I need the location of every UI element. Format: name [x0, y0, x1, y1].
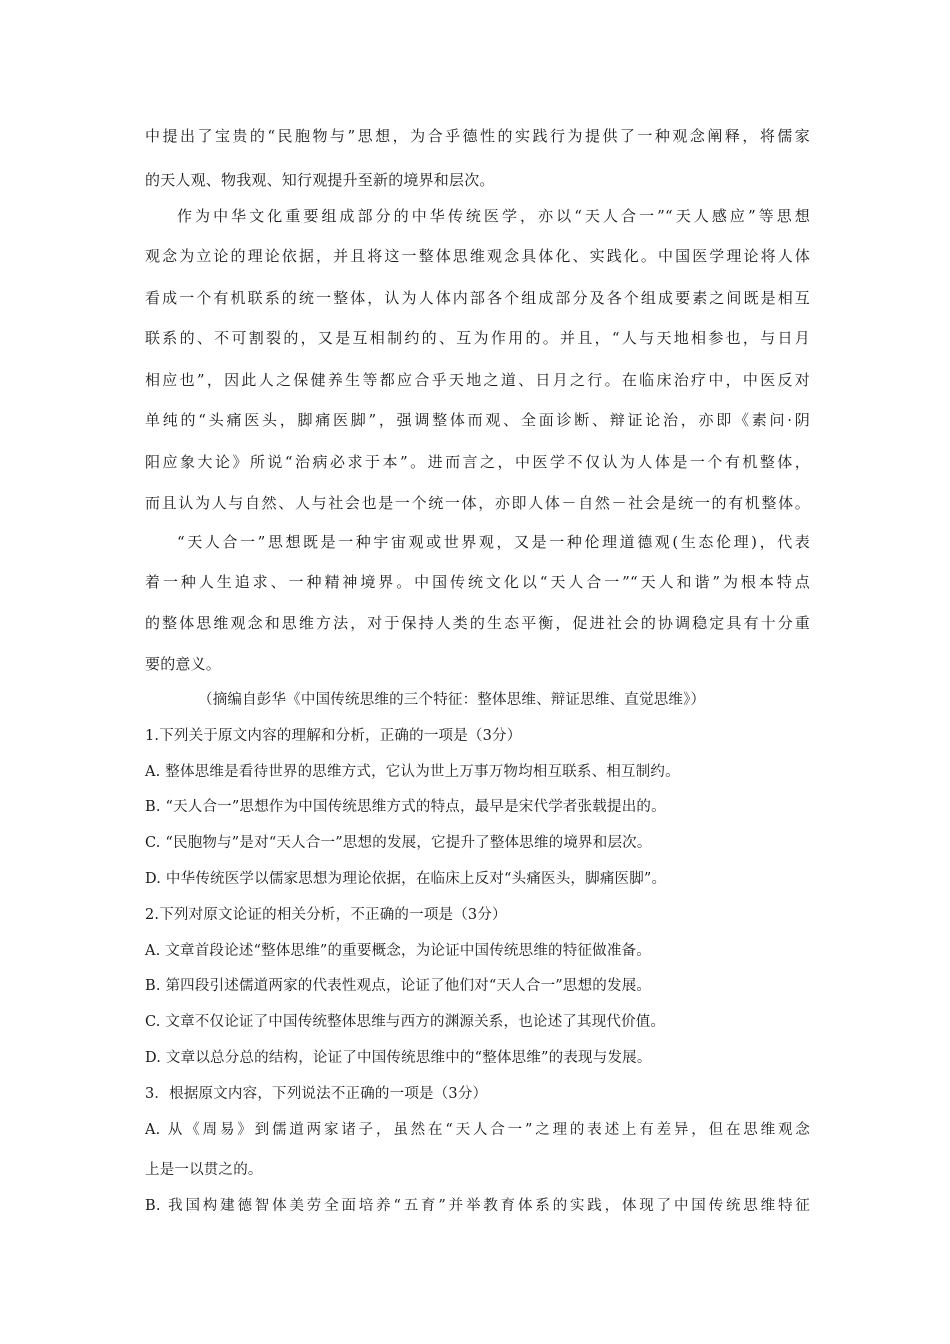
- question-option: B. 第四段引述儒道两家的代表性观点，论证了他们对“天人合一”思想的发展。: [145, 978, 652, 994]
- question-stem: 1.下列关于原文内容的理解和分析，正确的一项是（3分）: [145, 728, 522, 744]
- question-option: D. 文章以总分总的结构，论证了中国传统思维中的“整体思维”的表现与发展。: [145, 1050, 652, 1066]
- passage-line: 而且认为人与自然、人与社会也是一个统一体，亦即人体－自然－社会是统一的有机整体。: [145, 494, 810, 512]
- passage-line: 的天人观、物我观、知行观提升至新的境界和层次。: [145, 171, 495, 189]
- question-option: C. “民胞物与”是对“天人合一”思想的发展，它提升了整体思维的境界和层次。: [145, 835, 652, 851]
- question-option: B. “天人合一”思想作为中国传统思维方式的特点，最早是宋代学者张载提出的。: [145, 799, 666, 815]
- passage-line: 阳应象大论》所说“治病必求于本”。进而言之，中医学不仅认为人体是一个有机整体，: [145, 453, 810, 471]
- question-option: A. 文章首段论述“整体思维”的重要概念，为论证中国传统思维的特征做准备。: [145, 943, 651, 959]
- question-stem: 3．根据原文内容，下列说法不正确的一项是（3分）: [145, 1086, 488, 1102]
- passage-line: 作为中华文化重要组成部分的中华传统医学，亦以“天人合一”“天人感应”等思想: [177, 207, 810, 225]
- passage-line: 观念为立论的理论依据，并且将这一整体思维观念具体化、实践化。中国医学理论将人体: [145, 247, 810, 265]
- passage-line: 联系的、不可割裂的，又是互相制约的、互为作用的。并且，“人与天地相参也，与日月: [145, 329, 810, 347]
- question-option: A. 从《周易》到儒道两家诸子，虽然在“天人合一”之理的表述上有差异，但在思维观念: [145, 1122, 810, 1138]
- passage-line: 着一种人生追求、一种精神境界。中国传统文化以“天人合一”“天人和谐”为根本特点: [145, 573, 810, 591]
- question-option: D. 中华传统医学以儒家思想为理论依据，在临床上反对“头痛医头，脚痛医脚”。: [145, 871, 667, 887]
- question-option: A. 整体思维是看待世界的思维方式，它认为世上万事万物均相互联系、相互制约。: [145, 764, 680, 780]
- passage-source: （摘编自彭华《中国传统思维的三个特征：整体思维、辩证思维、直觉思维》）: [198, 692, 706, 708]
- passage-line: “天人合一”思想既是一种宇宙观或世界观，又是一种伦理道德观(生态伦理)，代表: [177, 533, 810, 551]
- question-option: C. 文章不仅论证了中国传统整体思维与西方的渊源关系，也论述了其现代价值。: [145, 1014, 666, 1030]
- passage-line: 的整体思维观念和思维方法，对于保持人类的生态平衡，促进社会的协调稳定具有十分重: [145, 614, 810, 632]
- passage-line: 单纯的“头痛医头，脚痛医脚”，强调整体而观、全面诊断、辩证论治，亦即《素问·阴: [145, 411, 810, 429]
- question-option: 上是一以贯之的。: [145, 1162, 263, 1178]
- passage-line: 要的意义。: [145, 655, 222, 673]
- question-option: B. 我国构建德智体美劳全面培养“五育”并举教育体系的实践，体现了中国传统思维特征: [145, 1198, 810, 1214]
- passage-line: 相应也”，因此人之保健养生等都应合乎天地之道、日月之行。在临床治疗中，中医反对: [145, 371, 810, 389]
- question-stem: 2.下列对原文论证的相关分析，不正确的一项是（3分）: [145, 907, 507, 923]
- passage-line: 中提出了宝贵的“民胞物与”思想，为合乎德性的实践行为提供了一种观念阐释，将儒家: [145, 127, 810, 145]
- passage-line: 看成一个有机联系的统一整体，认为人体内部各个组成部分及各个组成要素之间既是相互: [145, 289, 810, 307]
